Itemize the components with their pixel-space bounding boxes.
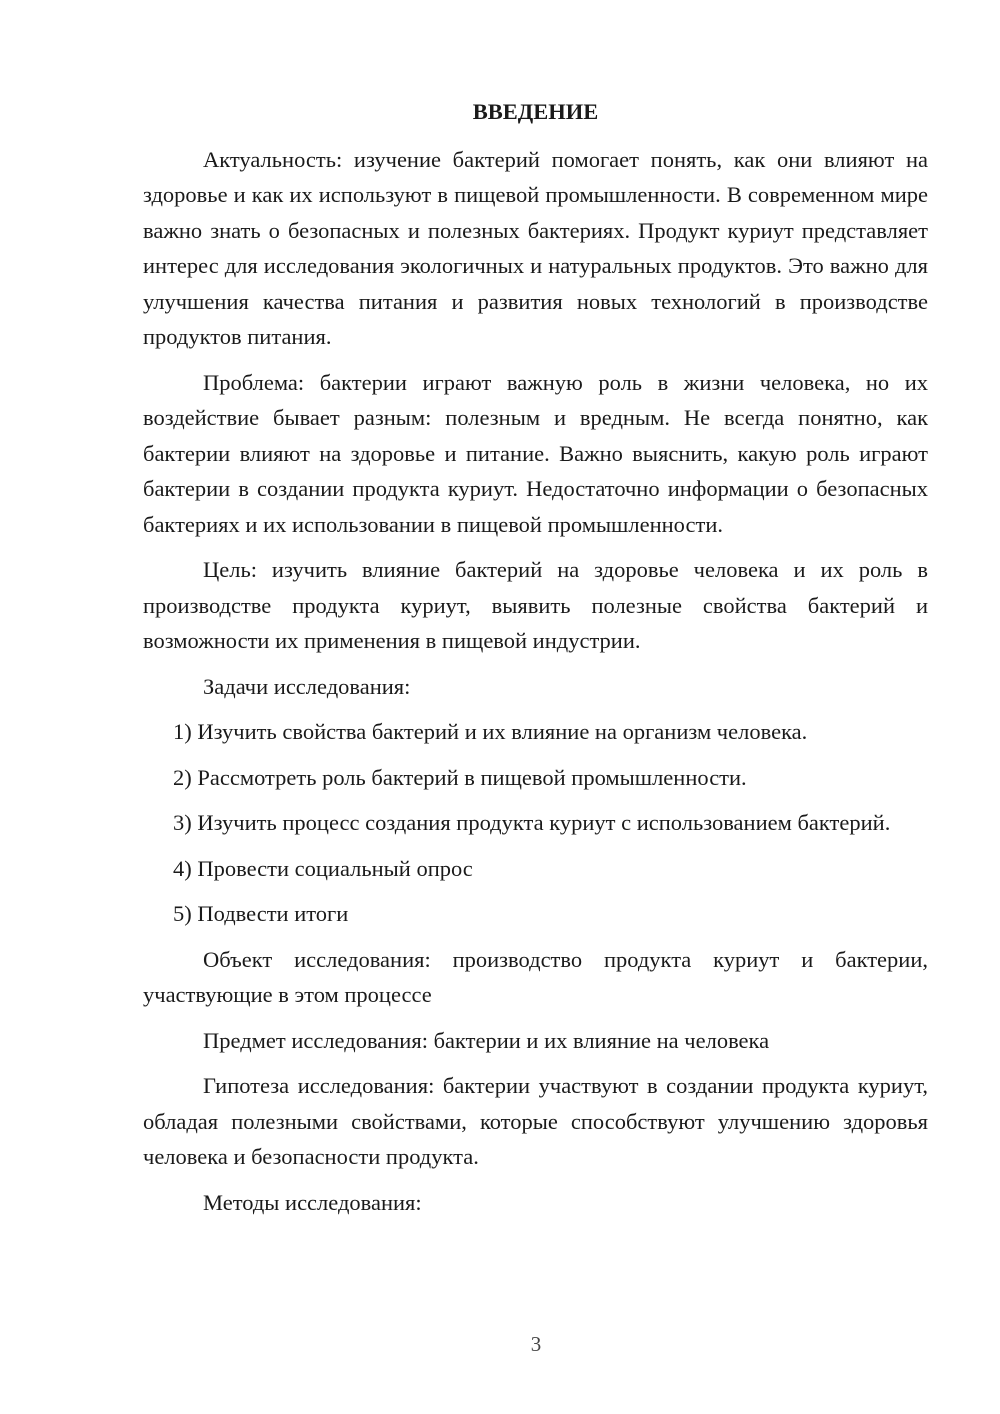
paragraph-problem: Проблема: бактерии играют важную роль в жизни человека, но их воздействие бывает разным: полезным и вредным. Не всегда понятно, как бактерии влияют на здоровье и питание. Важно выяснить, какую роль играют бактерии в создании продукта куриут. Недостаточно информации о безопасных бактериях и их использовании в пищевой промышленности. <box>143 369 928 537</box>
paragraph-tasks-heading: Задачи исследования: <box>203 673 411 699</box>
paragraph-hypothesis: Гипотеза исследования: бактерии участвуют в создании продукта куриут, обладая полезными свойствами, которые способствуют улучшению здоровья человека и безопасности продукта. <box>143 1073 928 1169</box>
page-number: 3 <box>530 1332 542 1356</box>
document-page <box>143 94 928 1230</box>
task-item-4: 4) Провести социальный опрос <box>173 855 473 881</box>
task-item-5: 5) Подвести итоги <box>173 901 349 926</box>
paragraph-methods: Методы исследования: <box>203 1189 422 1215</box>
paragraph-goal: Цель: изучить влияние бактерий на здоровье человека и их роль в производстве продукта куриут, выявить полезные свойства бактерий и возможности их применения в пищевой индустрии. <box>143 557 928 653</box>
task-item-2: 2) Рассмотреть роль бактерий в пищевой промышленности. <box>173 764 747 790</box>
paragraph-subject: Предмет исследования: бактерии и их влияние на человека <box>203 1027 770 1053</box>
paragraph-relevance: Актуальность: изучение бактерий помогает понять, как они влияют на здоровье и как их используют в пищевой промышленности. В современном мире важно знать о безопасных и полезных бактериях. Продукт куриут представляет интерес для исследования экологичных и натуральных продуктов. Это важно для улучшения качества питания и развития новых технологий в производстве продуктов питания. <box>143 146 928 349</box>
paragraph-object: Объект исследования: производство продукта куриут и бактерии, участвующие в этом процессе <box>143 946 928 1007</box>
task-item-1: 1) Изучить свойства бактерий и их влияние на организм человека. <box>173 719 808 744</box>
task-item-3: 3) Изучить процесс создания продукта куриут с использованием бактерий. <box>173 810 891 835</box>
page-title: ВВЕДЕНИЕ <box>472 99 599 124</box>
